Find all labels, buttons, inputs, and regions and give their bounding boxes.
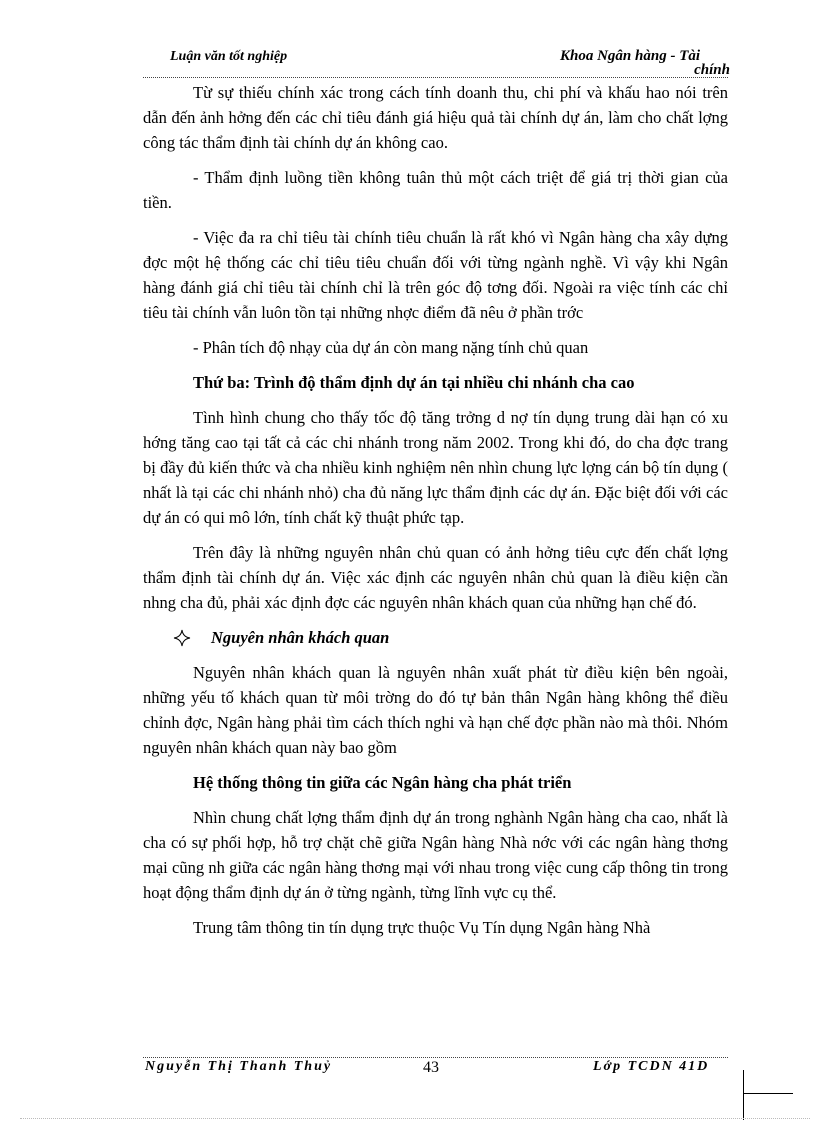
crop-mark-vertical	[743, 1070, 744, 1120]
bottom-dotted-line	[20, 1118, 810, 1119]
header-divider	[143, 77, 728, 78]
header-right-line2: chính	[694, 62, 730, 78]
header-right-line1: Khoa Ngân hàng - Tài	[560, 48, 701, 64]
header-right	[560, 49, 730, 77]
heading-2: Hệ thống thông tin giữa các Ngân hàng cha phát triển	[193, 773, 572, 792]
four-point-star-icon	[173, 629, 191, 647]
paragraph-8: Nhìn chung chất lợng thẩm định dự án trong nghành Ngân hàng cha cao, nhất là cha có sự phối hợp, hỗ trợ chặt chẽ giữa Ngân hàng Nhà nớc với các ngân hàng thơng mại cũng nh giữa các ngân hàng thơng mại với nhau trong việc cung cấp thông tin trong hoạt động thẩm định dự án ở từng ngành, từng lĩnh vực cụ thể.	[143, 808, 728, 902]
header-left: Luận văn tốt nghiệp	[170, 49, 288, 64]
paragraph-6: Trên đây là những nguyên nhân chủ quan có ảnh hởng tiêu cực đến chất lợng thẩm định tài chính dự án. Việc xác định các nguyên nhân chủ quan là điều kiện cần nhng cha đủ, phải xác định đợc các nguyên nhân khách quan của những hạn chế đó.	[143, 543, 728, 612]
footer-author: Nguyễn Thị Thanh Thuỷ	[145, 1059, 333, 1074]
paragraph-5: Tình hình chung cho thấy tốc độ tăng trởng d nợ tín dụng trung dài hạn có xu hớng tăng cao tại tất cả các chi nhánh trong năm 2002. Trong khi đó, do cha đợc trang bị đầy đủ kiến thức và cha nhiều kinh nghiệm nên nhìn chung lực lợng cán bộ tín dụng ( nhất là tại các chi nhánh nhỏ) cha đủ năng lực thẩm định các dự án. Đặc biệt đối với các dự án có qui mô lớn, tính chất kỹ thuật phức tạp.	[143, 408, 728, 527]
crop-mark-horizontal	[743, 1093, 793, 1094]
subheading-1	[143, 625, 728, 650]
paragraph-4: - Phân tích độ nhạy của dự án còn mang nặng tính chủ quan	[193, 338, 589, 357]
paragraph-1: Từ sự thiếu chính xác trong cách tính doanh thu, chi phí và khấu hao nói trên dẫn đến ảnh hởng đến các chỉ tiêu đánh giá hiệu quả tài chính dự án, làm cho chất lợng công tác thẩm định tài chính dự án không cao.	[143, 83, 728, 152]
paragraph-9: Trung tâm thông tin tín dụng trực thuộc Vụ Tín dụng Ngân hàng Nhà	[193, 918, 651, 937]
subheading-1-text: Nguyên nhân khách quan	[211, 628, 390, 647]
page-number: 43	[423, 1059, 439, 1076]
paragraph-7: Nguyên nhân khách quan là nguyên nhân xuất phát từ điều kiện bên ngoài, những yếu tố khách quan từ môi trờng do đó tự bản thân Ngân hàng không thể điều chỉnh đợc, Ngân hàng phải tìm cách thích nghi và hạn chế đợc phần nào mà thôi. Nhóm nguyên nhân khách quan này bao gồm	[143, 663, 728, 757]
page-body	[143, 80, 728, 950]
footer-class: Lớp TCDN 41D	[593, 1059, 710, 1074]
footer-divider	[143, 1057, 728, 1058]
paragraph-3: - Việc đa ra chỉ tiêu tài chính tiêu chuẩn là rất khó vì Ngân hàng cha xây dựng đợc một hệ thống các chỉ tiêu tiêu chuẩn đối với từng ngành nghề. Vì vậy khi Ngân hàng đánh giá chỉ tiêu tài chính chỉ là trên góc độ tơng đối. Ngoài ra việc tính các chỉ tiêu tài chính vẫn luôn tồn tại những nhợc điểm đã nêu ở phần trớc	[143, 228, 728, 322]
paragraph-2: - Thẩm định luồng tiền không tuân thủ một cách triệt để giá trị thời gian của tiền.	[143, 168, 728, 212]
heading-1: Thứ ba: Trình độ thẩm định dự án tại nhiều chi nhánh cha cao	[193, 373, 635, 392]
